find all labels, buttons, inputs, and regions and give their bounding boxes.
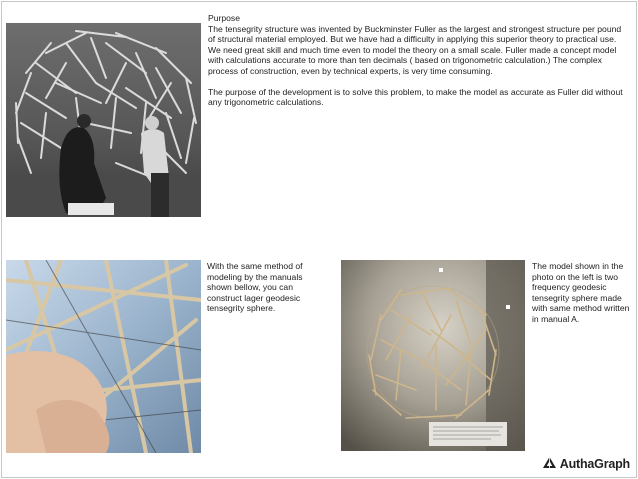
logo-text: AuthaGraph: [559, 457, 630, 471]
fuller-tensegrity-photo: [6, 23, 201, 217]
paragraph-spacer: [208, 77, 628, 87]
model-sphere-photo: [341, 260, 525, 451]
authagraph-logo: [543, 455, 630, 473]
authagraph-logo-icon: [543, 455, 556, 473]
purpose-title: Purpose: [208, 13, 241, 23]
purpose-section: [208, 13, 628, 108]
hands-building-photo: [6, 260, 201, 453]
purpose-paragraph-2: The purpose of the development is to solve this problem, to make the model as accurate as Fuller did without any trigonometric calculations.: [208, 86, 623, 108]
caption-middle: With the same method of modeling by the manuals shown bellow, you can construct lager geodesic tensegrity sphere.: [207, 261, 303, 314]
caption-right: The model shown in the photo on the left is two frequency geodesic tensegrity sphere made with same method written in manual A.: [532, 261, 630, 324]
purpose-paragraph-1: The tensegrity structure was invented by Buckminster Fuller as the largest and strongest structure per pound of structural material employed. But we have had a difficulty in applying this superior theory to practical use. We need great skill and much time even to model the theory on a small scale. Fuller made a concept model with calculations accurate to more than ten decimals ( based on trigonometric calculation.) The complex process of construction, even by technical experts, is very time consuming.: [208, 23, 622, 76]
